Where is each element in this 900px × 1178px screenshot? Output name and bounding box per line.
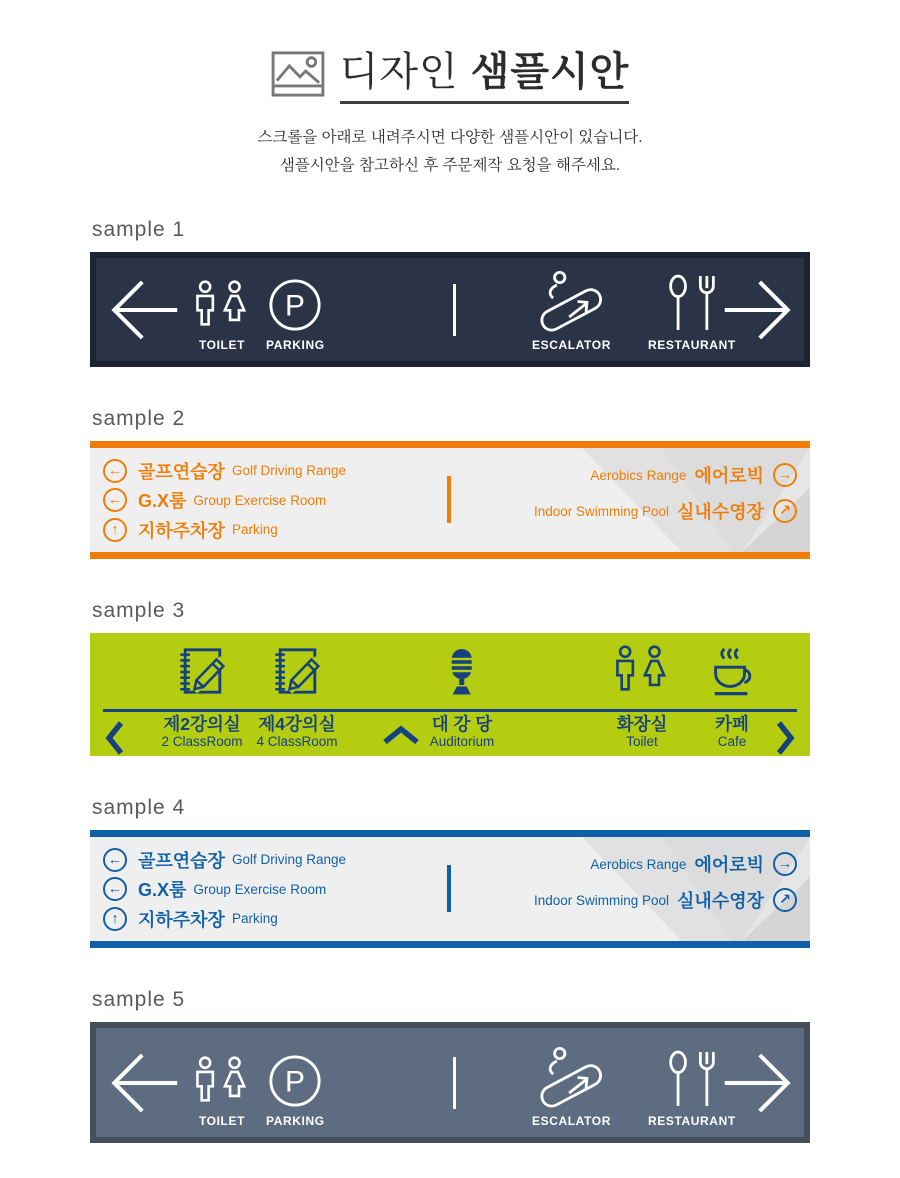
destination-ko: 실내수영장 bbox=[677, 502, 764, 522]
toilet-icon bbox=[192, 280, 252, 332]
header bbox=[0, 0, 900, 180]
destination-en: 2 ClassRoom bbox=[161, 734, 243, 749]
sample-1-label: sample 1 bbox=[92, 218, 186, 241]
circle-arrow-up-icon: ↑ bbox=[103, 907, 127, 931]
restaurant-icon bbox=[666, 274, 718, 332]
classroom2-group bbox=[161, 644, 242, 750]
notebook-pencil-icon bbox=[173, 644, 231, 697]
destination-en: Group Exercise Room bbox=[193, 492, 327, 508]
destination-en: Aerobics Range bbox=[590, 467, 687, 483]
sample-4-label: sample 4 bbox=[92, 796, 186, 819]
page-title bbox=[271, 50, 630, 104]
toilet-label: TOILET bbox=[198, 1114, 246, 1128]
title-bold: 샘플시안 bbox=[470, 50, 630, 94]
circle-arrow-right-icon: → bbox=[773, 463, 797, 487]
destination-ko: G.X룸 bbox=[138, 880, 187, 901]
destination-en: 4 ClassRoom bbox=[256, 734, 338, 749]
destination-en: Golf Driving Range bbox=[231, 463, 347, 479]
escalator-group bbox=[532, 1046, 611, 1128]
destination-ko: 지하주차장 bbox=[138, 909, 225, 930]
right-destinations bbox=[534, 851, 797, 913]
destination-ko: 카페 bbox=[715, 714, 749, 734]
toilet-group bbox=[612, 644, 672, 750]
arrow-left-icon bbox=[109, 276, 179, 344]
divider bbox=[447, 865, 451, 912]
destination-ko: 골프연습장 bbox=[138, 461, 225, 482]
chevron-left-icon bbox=[105, 720, 125, 756]
toilet-group bbox=[192, 1056, 252, 1128]
destination-ko: 화장실 bbox=[616, 714, 668, 734]
parking-icon bbox=[268, 1054, 322, 1108]
parking-label: PARKING bbox=[266, 338, 325, 352]
sample-2-sign bbox=[90, 441, 810, 559]
destination-ko: 에어로빅 bbox=[694, 466, 764, 486]
restaurant-label: RESTAURANT bbox=[648, 338, 736, 352]
toilet-icon bbox=[192, 1056, 252, 1108]
escalator-icon bbox=[533, 270, 609, 332]
toilet-icon bbox=[612, 644, 672, 697]
subtitle-line-1: 스크롤을 아래로 내려주시면 다양한 샘플시안이 있습니다. bbox=[257, 129, 643, 146]
restaurant-icon bbox=[666, 1050, 718, 1108]
destination-row bbox=[103, 456, 346, 486]
escalator-label: ESCALATOR bbox=[532, 1114, 611, 1128]
arrow-right-icon bbox=[723, 1049, 793, 1117]
sample-2-label: sample 2 bbox=[92, 407, 186, 430]
destination-en: Toilet bbox=[626, 734, 658, 749]
circle-arrow-right-icon: → bbox=[773, 852, 797, 876]
circle-arrow-left-icon: ← bbox=[103, 488, 127, 512]
sample-3-label: sample 3 bbox=[92, 599, 186, 622]
destination-en: Group Exercise Room bbox=[193, 881, 327, 897]
parking-group bbox=[266, 278, 325, 352]
circle-arrow-left-icon: ← bbox=[103, 848, 127, 872]
chevron-right-icon bbox=[775, 720, 795, 756]
sample-3-sign bbox=[90, 633, 810, 756]
divider bbox=[447, 476, 451, 523]
cafe-group bbox=[706, 644, 758, 750]
subtitle-line-2: 샘플시안을 참고하신 후 주문제작 요청을 해주세요. bbox=[279, 157, 621, 174]
destination-row bbox=[534, 498, 797, 524]
destination-ko: 에어로빅 bbox=[694, 855, 764, 875]
destination-en: Cafe bbox=[717, 734, 747, 749]
destination-row bbox=[590, 851, 797, 877]
parking-label: PARKING bbox=[266, 1114, 325, 1128]
escalator-label: ESCALATOR bbox=[532, 338, 611, 352]
divider bbox=[453, 1057, 456, 1109]
right-destinations bbox=[534, 462, 797, 524]
destination-en: Indoor Swimming Pool bbox=[533, 503, 670, 519]
toilet-group bbox=[192, 280, 252, 352]
left-destinations bbox=[103, 456, 346, 545]
chevron-up-icon bbox=[382, 725, 420, 745]
destination-row bbox=[103, 486, 346, 516]
title-regular: 디자인 bbox=[339, 50, 459, 94]
divider bbox=[453, 284, 456, 336]
parking-letter: P bbox=[285, 1065, 306, 1099]
destination-ko: 제2강의실 bbox=[163, 714, 241, 734]
auditorium-group bbox=[430, 644, 495, 750]
destination-en: Parking bbox=[231, 911, 278, 927]
circle-arrow-upright-icon: ↗ bbox=[773, 888, 797, 912]
circle-arrow-left-icon: ← bbox=[103, 877, 127, 901]
classroom4-group bbox=[256, 644, 337, 750]
arrow-right-icon bbox=[723, 276, 793, 344]
destination-ko: 대 강 당 bbox=[431, 714, 493, 734]
microphone-icon bbox=[447, 644, 477, 697]
arrow-left-icon bbox=[109, 1049, 179, 1117]
escalator-icon bbox=[533, 1046, 609, 1108]
destination-en: Auditorium bbox=[429, 734, 495, 749]
destination-ko: 실내수영장 bbox=[677, 891, 764, 911]
destination-row bbox=[534, 887, 797, 913]
destination-ko: 골프연습장 bbox=[138, 850, 225, 871]
destination-ko: 지하주차장 bbox=[138, 520, 225, 541]
destination-en: Parking bbox=[231, 522, 278, 538]
notebook-pencil-icon bbox=[268, 644, 326, 697]
parking-icon bbox=[268, 278, 322, 332]
page-title-text bbox=[340, 50, 630, 104]
left-destinations bbox=[103, 845, 346, 934]
destination-en: Indoor Swimming Pool bbox=[533, 892, 670, 908]
toilet-label: TOILET bbox=[198, 338, 246, 352]
parking-letter: P bbox=[285, 289, 306, 323]
escalator-group bbox=[532, 270, 611, 352]
coffee-cup-icon bbox=[706, 644, 758, 697]
destination-row bbox=[103, 875, 346, 905]
sample-5-label: sample 5 bbox=[92, 988, 186, 1011]
samples-list bbox=[90, 218, 810, 1143]
sample-5-sign bbox=[90, 1022, 810, 1143]
destination-ko: G.X룸 bbox=[138, 491, 187, 512]
subtitle bbox=[0, 124, 900, 180]
circle-arrow-upright-icon: ↗ bbox=[773, 499, 797, 523]
sample-4-sign bbox=[90, 830, 810, 948]
destination-row bbox=[103, 904, 346, 934]
restaurant-label: RESTAURANT bbox=[648, 1114, 736, 1128]
destination-en: Golf Driving Range bbox=[231, 852, 347, 868]
destination-row bbox=[103, 845, 346, 875]
destination-en: Aerobics Range bbox=[590, 856, 687, 872]
circle-arrow-left-icon: ← bbox=[103, 459, 127, 483]
circle-arrow-up-icon: ↑ bbox=[103, 518, 127, 542]
picture-icon bbox=[271, 51, 325, 97]
destination-row bbox=[103, 515, 346, 545]
destination-row bbox=[590, 462, 797, 488]
sample-1-sign bbox=[90, 252, 810, 367]
parking-group bbox=[266, 1054, 325, 1128]
destination-ko: 제4강의실 bbox=[258, 714, 336, 734]
